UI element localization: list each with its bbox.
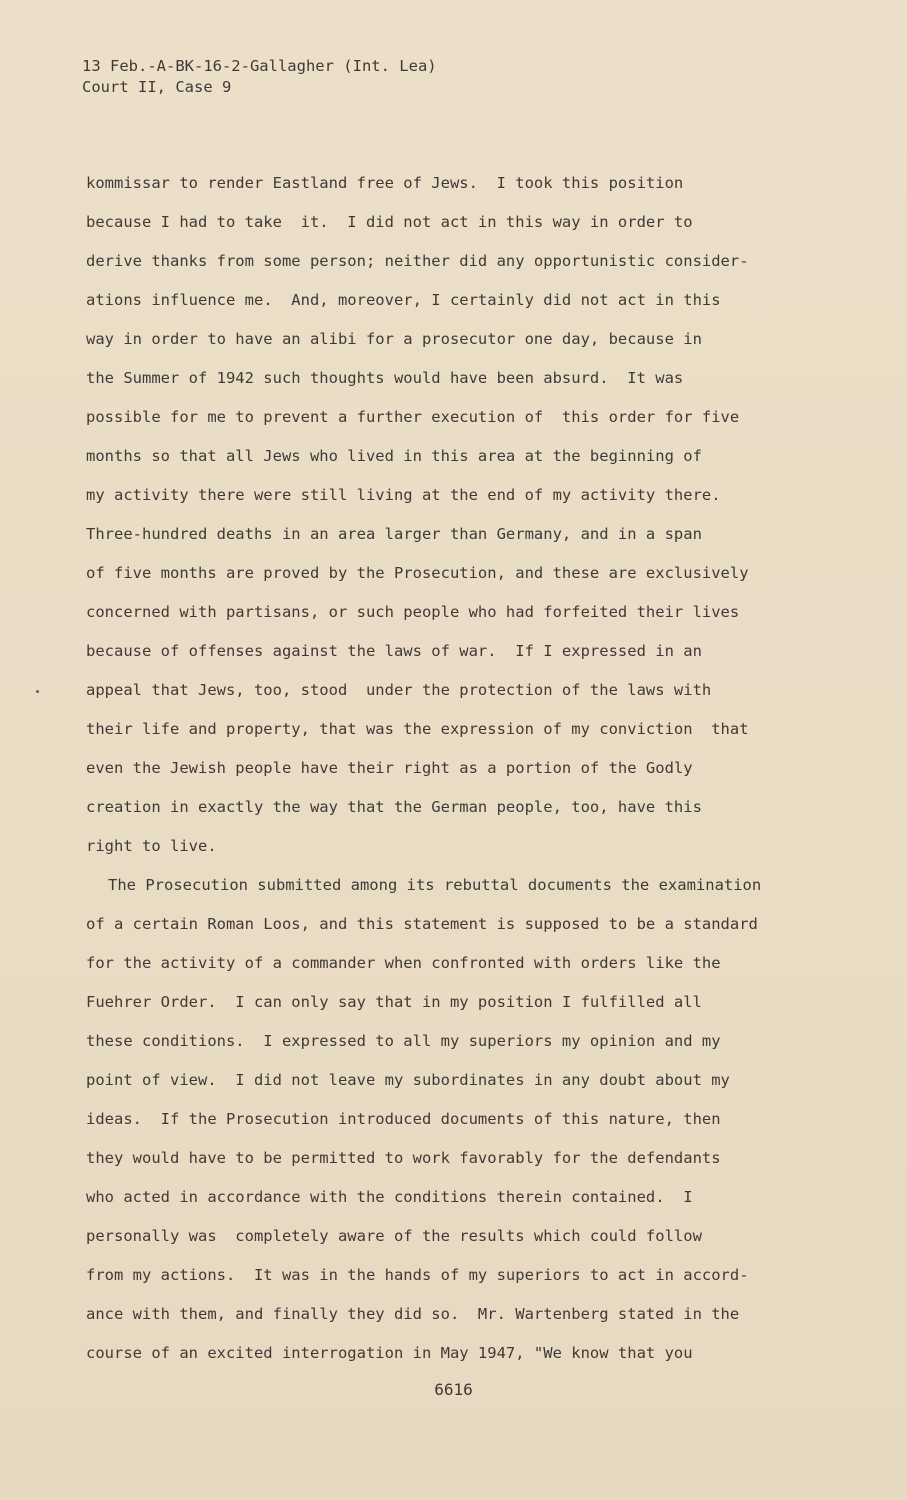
text-line: even the Jewish people have their right as a portion of the Godly (86, 759, 693, 777)
text-line: my activity there were still living at the end of my activity there. (86, 486, 721, 504)
text-line: because I had to take it. I did not act in this way in order to (86, 213, 693, 231)
document-body (86, 168, 806, 1377)
document-header (82, 56, 437, 98)
text-line: possible for me to prevent a further execution of this order for five (86, 408, 740, 426)
text-line: Fuehrer Order. I can only say that in my position I fulfilled all (86, 993, 702, 1011)
text-line: ations influence me. And, moreover, I certainly did not act in this (86, 291, 721, 309)
text-line: who acted in accordance with the conditions therein contained. I (86, 1188, 693, 1206)
text-line: creation in exactly the way that the German people, too, have this (86, 798, 702, 816)
text-line: point of view. I did not leave my subordinates in any doubt about my (86, 1071, 730, 1089)
text-line: months so that all Jews who lived in this area at the beginning of (86, 447, 702, 465)
margin-dot (36, 690, 39, 693)
text-line: of a certain Roman Loos, and this statement is supposed to be a standard (86, 915, 758, 933)
text-line: personally was completely aware of the results which could follow (86, 1227, 702, 1245)
text-line: way in order to have an alibi for a prosecutor one day, because in (86, 330, 702, 348)
text-line: derive thanks from some person; neither did any opportunistic consider- (86, 252, 749, 270)
text-line: kommissar to render Eastland free of Jews. I took this position (86, 174, 684, 192)
text-line: concerned with partisans, or such people who had forfeited their lives (86, 603, 740, 621)
header-court-case: Court II, Case 9 (82, 78, 232, 96)
text-line: these conditions. I expressed to all my superiors my opinion and my (86, 1032, 721, 1050)
header-reference: 13 Feb.-A-BK-16-2-Gallagher (Int. Lea) (82, 57, 437, 75)
text-line: because of offenses against the laws of war. If I expressed in an (86, 642, 702, 660)
paragraph-start-line: The Prosecution submitted among its rebuttal documents the examination (108, 876, 762, 894)
text-line: for the activity of a commander when confronted with orders like the (86, 954, 721, 972)
text-line: Three-hundred deaths in an area larger than Germany, and in a span (86, 525, 702, 543)
text-line: ideas. If the Prosecution introduced documents of this nature, then (86, 1110, 721, 1128)
text-line: appeal that Jews, too, stood under the protection of the laws with (86, 681, 712, 699)
text-line: they would have to be permitted to work favorably for the defendants (86, 1149, 721, 1167)
text-line: the Summer of 1942 such thoughts would have been absurd. It was (86, 369, 684, 387)
text-line: of five months are proved by the Prosecution, and these are exclusively (86, 564, 749, 582)
text-line: from my actions. It was in the hands of my superiors to act in accord- (86, 1266, 749, 1284)
page-number: 6616 (434, 1380, 473, 1399)
text-line: their life and property, that was the expression of my conviction that (86, 720, 749, 738)
text-line: ance with them, and finally they did so. Mr. Wartenberg stated in the (86, 1305, 740, 1323)
text-line: course of an excited interrogation in May 1947, "We know that you (86, 1344, 693, 1362)
text-line: right to live. (86, 837, 217, 855)
